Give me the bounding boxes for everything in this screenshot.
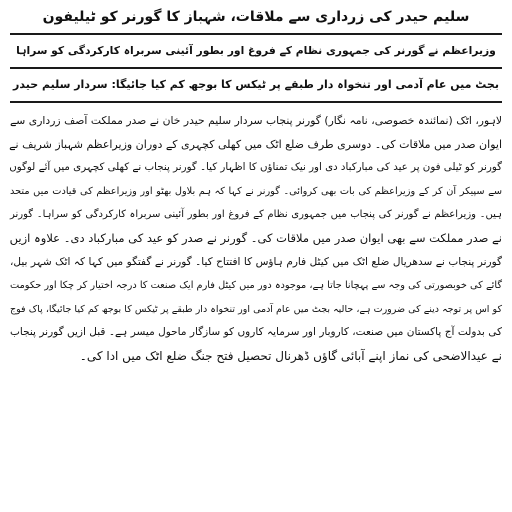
body-line: نے صدر مملکت سے بھی ایوان صدر میں ملاقات کی۔ گورنر نے صدر کو عید کی مبارکباد دی۔ علاوہ ازیں [9,230,502,245]
headline-sub-2: بجٹ میں عام آدمی اور تنخواہ دار طبقے پر ٹیکس کا بوجھ کم کیا جائیگا: سردار سلیم حیدر [13,78,499,91]
headline-main: سلیم حیدر کی زرداری سے ملاقات، شہباز کا گورنر کو ٹیلیفون [42,9,470,25]
body-line: گورنر پنجاب نے سدھریال ضلع اٹک میں کیٹل فارم ہاؤس کا افتتاح کیا۔ گورنر نے گفتگو میں کہا کہ اٹک شہر بیل، [10,255,502,268]
headline-divider [10,101,502,103]
headline-sub-1: وزیراعظم نے گورنر کی جمہوری نظام کے فروغ اور بطور آئینی سربراہ کارکردگی کو سراہا [16,44,496,57]
article-body [8,109,504,369]
headline-divider [10,33,502,35]
body-line: ہیں۔ وزیراعظم نے گورنر کی پنجاب میں جمہوری نظام کے فروغ اور بطور آئینی سربراہ کارکردگی کو سراہا۔ گورنر [10,209,502,221]
body-line: کو اس پر توجہ دینے کی ضرورت ہے، حالیہ بجٹ میں عام آدمی اور تنخواہ دار طبقے پر ٹیکس کا بوجھ کم کیا جائیگا، پاک فوج [10,303,502,315]
body-line: کی بدولت آج پاکستان میں صنعت، کاروبار اور سرمایہ کاروں کو سازگار ماحول میسر ہے۔ قبل ازیں گورنر پنجاب [10,326,502,339]
headline-divider [10,67,502,69]
body-line: سے سپیکر آن کر کے وزیراعظم کی بات بھی کروائی۔ گورنر نے کہا کہ ہم بلاول بھٹو اور وزیراعظم کی قیادت میں متحد [10,185,502,197]
body-line: گائے کی خوبصورتی کی وجہ سے پہچانا جاتا ہے، موجودہ دور میں کیٹل فارم ایک صنعت کا درجہ اختیار کر چکا اور حکومت [10,280,502,292]
body-line: ایوان صدر میں ملاقات کی۔ دوسری طرف ضلع اٹک میں کھلی کچہری کے دوران وزیراعظم شہباز شریف نے [9,137,502,151]
body-line: لاہور، اٹک (نمائندہ خصوصی، نامہ نگار) گورنر پنجاب سردار سلیم حیدر خان نے صدر مملکت آصف زرداری سے [10,114,502,127]
body-line: گورنر کو ٹیلی فون پر عید کی مبارکباد دی اور نیک تمناؤں کا اظہار کیا۔ گورنر پنجاب نے کھلی کچہری میں آئے لوگوں [9,161,502,174]
body-line: نے عیدالاضحی کی نماز اپنے آبائی گاؤں ڈھرنال تحصیل فتح جنگ ضلع اٹک میں ادا کی۔ [79,348,502,363]
